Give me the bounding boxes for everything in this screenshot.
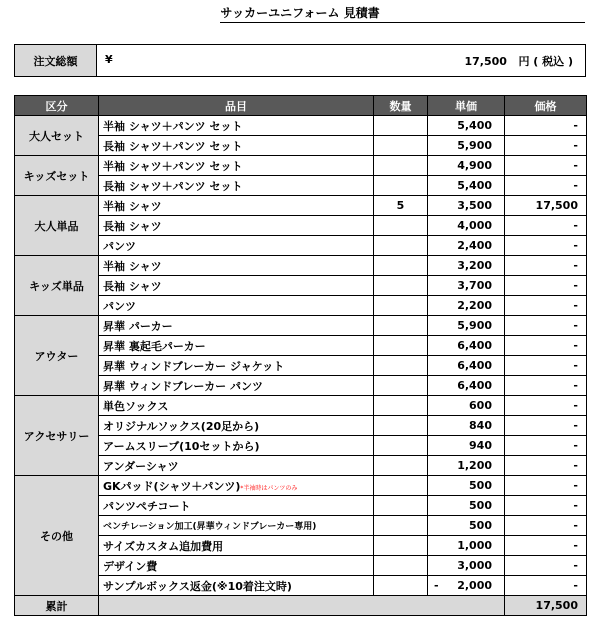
- table-row: [15, 516, 587, 536]
- item-name-cell: [99, 476, 374, 496]
- item-name-cell: [99, 156, 374, 176]
- item-name-cell: [99, 376, 374, 396]
- line-total-cell: -: [505, 296, 587, 316]
- item-name-cell: [99, 396, 374, 416]
- table-row: [15, 556, 587, 576]
- line-total-cell: -: [505, 496, 587, 516]
- quantity-cell: [374, 256, 428, 276]
- estimate-table: [14, 95, 587, 616]
- table-row: [15, 296, 587, 316]
- line-total-cell: -: [505, 536, 587, 556]
- unit-price: 4,900: [457, 159, 492, 172]
- unit-price: 6,400: [457, 379, 492, 392]
- table-row: [15, 136, 587, 156]
- quantity-cell: [374, 156, 428, 176]
- column-header: 価格: [505, 96, 587, 116]
- unit-price-cell: [428, 396, 505, 416]
- line-total-cell: -: [505, 236, 587, 256]
- table-row: [15, 116, 587, 136]
- line-total-cell: -: [505, 316, 587, 336]
- unit-price-cell: [428, 116, 505, 136]
- item-name: 半袖 シャツ＋パンツ セット: [103, 159, 243, 173]
- item-name: サンプルボックス返金(※10着注文時): [103, 579, 292, 593]
- unit-price: 1,000: [457, 539, 492, 552]
- order-total-cell: [97, 45, 586, 77]
- line-total-cell: -: [505, 456, 587, 476]
- quantity-cell: [374, 116, 428, 136]
- unit-price: 4,000: [457, 219, 492, 232]
- quantity-cell: [374, 576, 428, 596]
- item-name-cell: [99, 196, 374, 216]
- item-name-cell: [99, 296, 374, 316]
- quantity-cell: [374, 496, 428, 516]
- line-total-cell: -: [505, 396, 587, 416]
- unit-price-cell: [428, 496, 505, 516]
- item-name: パンツペチコート: [103, 499, 191, 513]
- line-total-cell: -: [505, 336, 587, 356]
- line-total-cell: -: [505, 436, 587, 456]
- quantity-cell: [374, 176, 428, 196]
- quantity-cell: [374, 336, 428, 356]
- column-header: 単価: [428, 96, 505, 116]
- unit-price: 3,000: [457, 559, 492, 572]
- item-name: 昇華 ウィンドブレーカー パンツ: [103, 379, 264, 393]
- item-name-cell: [99, 256, 374, 276]
- quantity-cell: [374, 216, 428, 236]
- unit-price-cell: [428, 376, 505, 396]
- quantity-cell: [374, 316, 428, 336]
- summary-label: 累計: [15, 596, 99, 616]
- column-header: 品目: [99, 96, 374, 116]
- page-title: サッカーユニフォーム 見積書: [220, 6, 380, 20]
- item-note: *半袖時はパンツのみ: [240, 484, 298, 492]
- unit-price-cell: [428, 196, 505, 216]
- item-name-cell: [99, 236, 374, 256]
- item-name: アンダーシャツ: [103, 459, 179, 473]
- item-name: GKパッド(シャツ＋パンツ): [103, 479, 241, 493]
- line-total-cell: -: [505, 416, 587, 436]
- item-name-cell: [99, 136, 374, 156]
- line-total-cell: -: [505, 256, 587, 276]
- item-name: パンツ: [103, 299, 136, 313]
- unit-price-cell: [428, 256, 505, 276]
- column-header: 区分: [15, 96, 99, 116]
- quantity-cell: 5: [374, 196, 428, 216]
- quantity-cell: [374, 436, 428, 456]
- category-cell: キッズ単品: [15, 256, 99, 316]
- line-total-cell: -: [505, 156, 587, 176]
- summary-total: 17,500: [505, 596, 587, 616]
- item-name-cell: [99, 276, 374, 296]
- item-name: 長袖 シャツ: [103, 279, 162, 293]
- category-cell: キッズセット: [15, 156, 99, 196]
- table-row: [15, 356, 587, 376]
- unit-price-cell: [428, 476, 505, 496]
- item-name: サイズカスタム追加費用: [103, 539, 224, 553]
- unit-price-cell: [428, 316, 505, 336]
- quantity-cell: [374, 476, 428, 496]
- header-row: [15, 96, 587, 116]
- table-row: [15, 216, 587, 236]
- line-total-cell: -: [505, 136, 587, 156]
- unit-price: 5,900: [457, 139, 492, 152]
- unit-price: 500: [469, 519, 492, 532]
- unit-price: 500: [469, 499, 492, 512]
- quantity-cell: [374, 236, 428, 256]
- table-row: [15, 416, 587, 436]
- item-name-cell: [99, 416, 374, 436]
- category-cell: アクセサリー: [15, 396, 99, 476]
- unit-price: 3,500: [457, 199, 492, 212]
- unit-price-cell: [428, 576, 505, 596]
- table-row: [15, 496, 587, 516]
- quantity-cell: [374, 456, 428, 476]
- unit-price-cell: [428, 416, 505, 436]
- line-total-cell: -: [505, 356, 587, 376]
- line-total-cell: 17,500: [505, 196, 587, 216]
- table-row: [15, 156, 587, 176]
- item-name: 長袖 シャツ: [103, 219, 162, 233]
- currency-symbol: ¥: [105, 53, 113, 66]
- unit-price: 5,400: [457, 119, 492, 132]
- category-cell: その他: [15, 476, 99, 596]
- item-name-cell: [99, 436, 374, 456]
- unit-price: 2,000: [457, 579, 492, 592]
- item-name: 半袖 シャツ: [103, 199, 162, 213]
- line-total-cell: -: [505, 116, 587, 136]
- quantity-cell: [374, 276, 428, 296]
- line-total-cell: -: [505, 476, 587, 496]
- unit-price: 940: [469, 439, 492, 452]
- quantity-cell: [374, 536, 428, 556]
- unit-price-cell: [428, 356, 505, 376]
- line-total-cell: -: [505, 556, 587, 576]
- table-row: [15, 316, 587, 336]
- item-name: オリジナルソックス(20足から): [103, 419, 260, 433]
- category-cell: 大人単品: [15, 196, 99, 256]
- order-total-table: [14, 44, 586, 77]
- quantity-cell: [374, 416, 428, 436]
- minus-sign: -: [434, 579, 439, 592]
- quantity-cell: [374, 356, 428, 376]
- unit-price-cell: [428, 536, 505, 556]
- item-name: 昇華 裏起毛パーカー: [103, 339, 206, 353]
- item-name-cell: [99, 556, 374, 576]
- item-name: 長袖 シャツ＋パンツ セット: [103, 179, 243, 193]
- order-total-label: 注文総額: [15, 45, 97, 77]
- quantity-cell: [374, 516, 428, 536]
- line-total-cell: -: [505, 576, 587, 596]
- category-cell: アウター: [15, 316, 99, 396]
- order-total-amount: 17,500: [464, 55, 507, 68]
- unit-price: 2,400: [457, 239, 492, 252]
- table-row: [15, 396, 587, 416]
- table-row: [15, 276, 587, 296]
- quantity-cell: [374, 136, 428, 156]
- item-name: 単色ソックス: [103, 399, 169, 413]
- table-row: [15, 476, 587, 496]
- item-name-cell: [99, 116, 374, 136]
- item-name: アームスリーブ(10セットから): [103, 439, 260, 453]
- table-row: [15, 196, 587, 216]
- item-name-cell: [99, 576, 374, 596]
- item-name-cell: [99, 536, 374, 556]
- unit-price-cell: [428, 436, 505, 456]
- item-name-cell: [99, 496, 374, 516]
- unit-price-cell: [428, 296, 505, 316]
- order-total-unit: 円 ( 税込 ): [518, 55, 573, 68]
- table-row: [15, 176, 587, 196]
- unit-price-cell: [428, 236, 505, 256]
- quantity-cell: [374, 376, 428, 396]
- line-total-cell: -: [505, 516, 587, 536]
- unit-price: 5,400: [457, 179, 492, 192]
- unit-price-cell: [428, 516, 505, 536]
- line-total-cell: -: [505, 176, 587, 196]
- item-name: 長袖 シャツ＋パンツ セット: [103, 139, 243, 153]
- line-total-cell: -: [505, 276, 587, 296]
- table-row: [15, 456, 587, 476]
- unit-price-cell: [428, 216, 505, 236]
- quantity-cell: [374, 296, 428, 316]
- unit-price: 1,200: [457, 459, 492, 472]
- unit-price-cell: [428, 176, 505, 196]
- unit-price-cell: [428, 456, 505, 476]
- quantity-cell: [374, 556, 428, 576]
- item-name: パンツ: [103, 239, 136, 253]
- unit-price-cell: [428, 136, 505, 156]
- line-total-cell: -: [505, 376, 587, 396]
- unit-price: 6,400: [457, 339, 492, 352]
- item-name: デザイン費: [103, 559, 158, 573]
- table-row: [15, 536, 587, 556]
- line-total-cell: -: [505, 216, 587, 236]
- quantity-cell: [374, 396, 428, 416]
- unit-price: 2,200: [457, 299, 492, 312]
- unit-price: 3,700: [457, 279, 492, 292]
- unit-price-cell: [428, 276, 505, 296]
- category-cell: 大人セット: [15, 116, 99, 156]
- item-name-cell: [99, 456, 374, 476]
- item-name-cell: [99, 336, 374, 356]
- table-row: [15, 256, 587, 276]
- unit-price: 6,400: [457, 359, 492, 372]
- unit-price: 5,900: [457, 319, 492, 332]
- item-name: 昇華 パーカー: [103, 319, 173, 333]
- summary-row: [15, 596, 587, 616]
- table-row: [15, 236, 587, 256]
- table-row: [15, 336, 587, 356]
- unit-price-cell: [428, 336, 505, 356]
- title-underline: [220, 22, 585, 23]
- table-row: [15, 376, 587, 396]
- unit-price: 500: [469, 479, 492, 492]
- item-name-cell: [99, 316, 374, 336]
- item-name: 昇華 ウィンドブレーカー ジャケット: [103, 359, 285, 373]
- item-name-cell: [99, 216, 374, 236]
- item-name-cell: [99, 356, 374, 376]
- item-name: 半袖 シャツ: [103, 259, 162, 273]
- column-header: 数量: [374, 96, 428, 116]
- table-row: [15, 436, 587, 456]
- unit-price-cell: [428, 156, 505, 176]
- table-row: [15, 576, 587, 596]
- item-name-cell: [99, 176, 374, 196]
- unit-price: 3,200: [457, 259, 492, 272]
- item-name: ベンチレーション加工(昇華ウィンドブレーカー専用): [103, 522, 317, 532]
- unit-price: 840: [469, 419, 492, 432]
- unit-price: 600: [469, 399, 492, 412]
- unit-price-cell: [428, 556, 505, 576]
- item-name: 半袖 シャツ＋パンツ セット: [103, 119, 243, 133]
- item-name-cell: [99, 516, 374, 536]
